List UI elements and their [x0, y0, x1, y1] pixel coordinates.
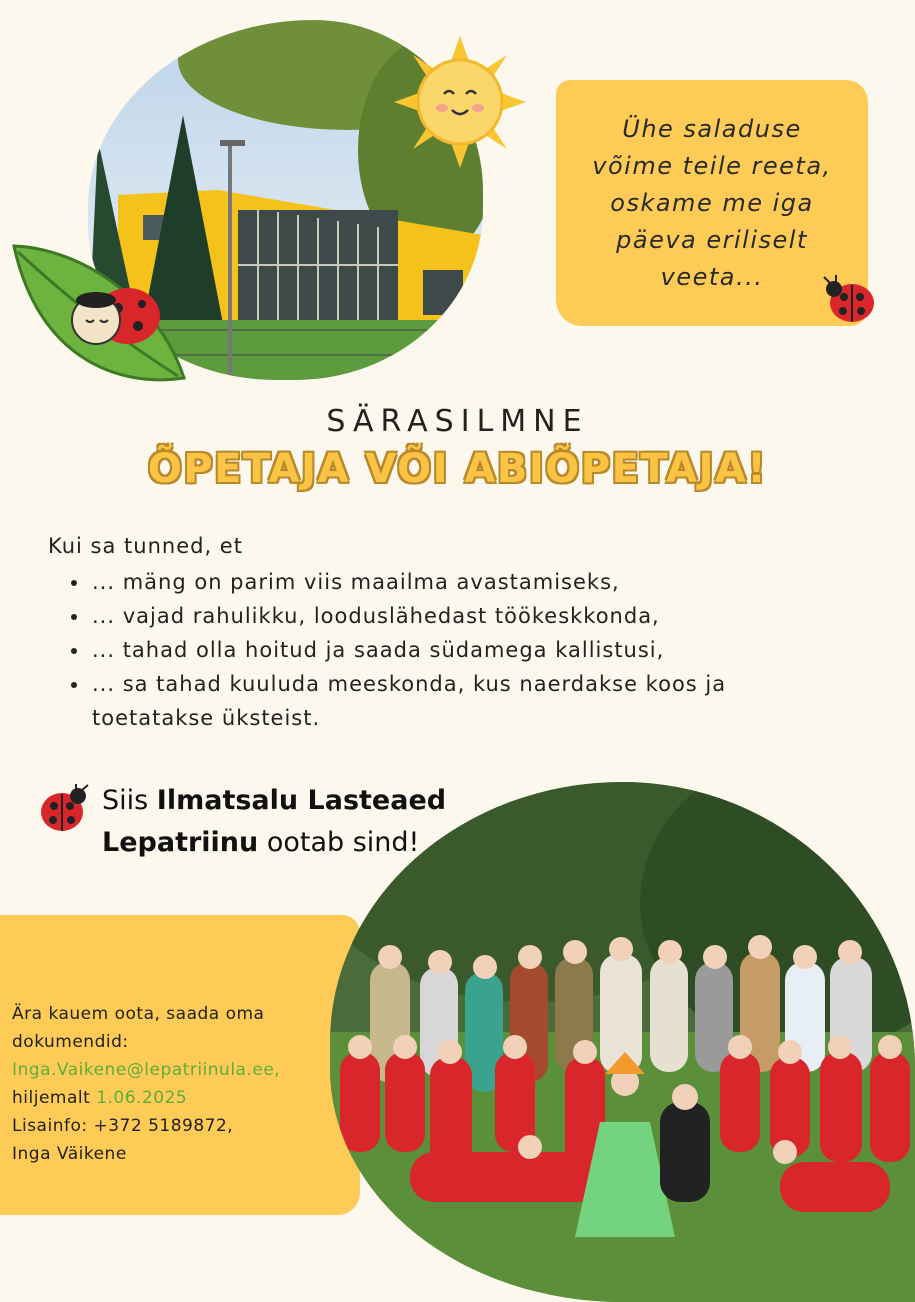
- leaf-ladybug-illustration: [8, 238, 188, 394]
- subtitle: SÄRASILMNE: [326, 404, 589, 439]
- deadline-prefix: hiljemalt: [12, 1088, 97, 1108]
- list-item: • ... vajad rahulikku, looduslähedast töökeskkonda,: [90, 599, 830, 633]
- contact-email[interactable]: Inga.Vaikene@lepatriinula.ee,: [12, 1060, 281, 1080]
- page-title: ÕPETAJA VÕI ABIÕPETAJA!: [147, 446, 768, 492]
- kindergarten-name: Ilmatsalu Lasteaed Lepatriinu: [102, 785, 447, 858]
- list-item: • ... mäng on parim viis maailma avastamiseks,: [90, 565, 830, 599]
- deadline-line: [12, 1084, 352, 1112]
- quote-text: Ühe saladuse võime teile reeta, oskame me iga päeva eriliselt veeta...: [592, 114, 832, 291]
- requirements-list: [62, 565, 830, 735]
- tagline-suffix: ootab sind!: [258, 827, 420, 858]
- ladybug-icon: [38, 784, 90, 834]
- ladybug-icon: [822, 275, 878, 325]
- deadline-date: 1.06.2025: [96, 1088, 188, 1108]
- contact-call-to-action: Ära kauem oota, saada oma dokumendid:: [12, 1004, 265, 1052]
- contact-info: [12, 1000, 352, 1168]
- intro-lead: Kui sa tunned, et: [48, 534, 243, 558]
- list-item: • ... sa tahad kuuluda meeskonda, kus naerdakse koos ja toetatakse üksteist.: [90, 667, 830, 735]
- contact-person: Inga Väikene: [12, 1144, 127, 1164]
- staff-group-photo: [330, 782, 915, 1302]
- tagline-prefix: Siis: [102, 785, 157, 816]
- list-item: • ... tahad olla hoitud ja saada südamega kallistusi,: [90, 633, 830, 667]
- contact-phone: Lisainfo: +372 5189872,: [12, 1116, 234, 1136]
- sun-icon: [392, 34, 528, 170]
